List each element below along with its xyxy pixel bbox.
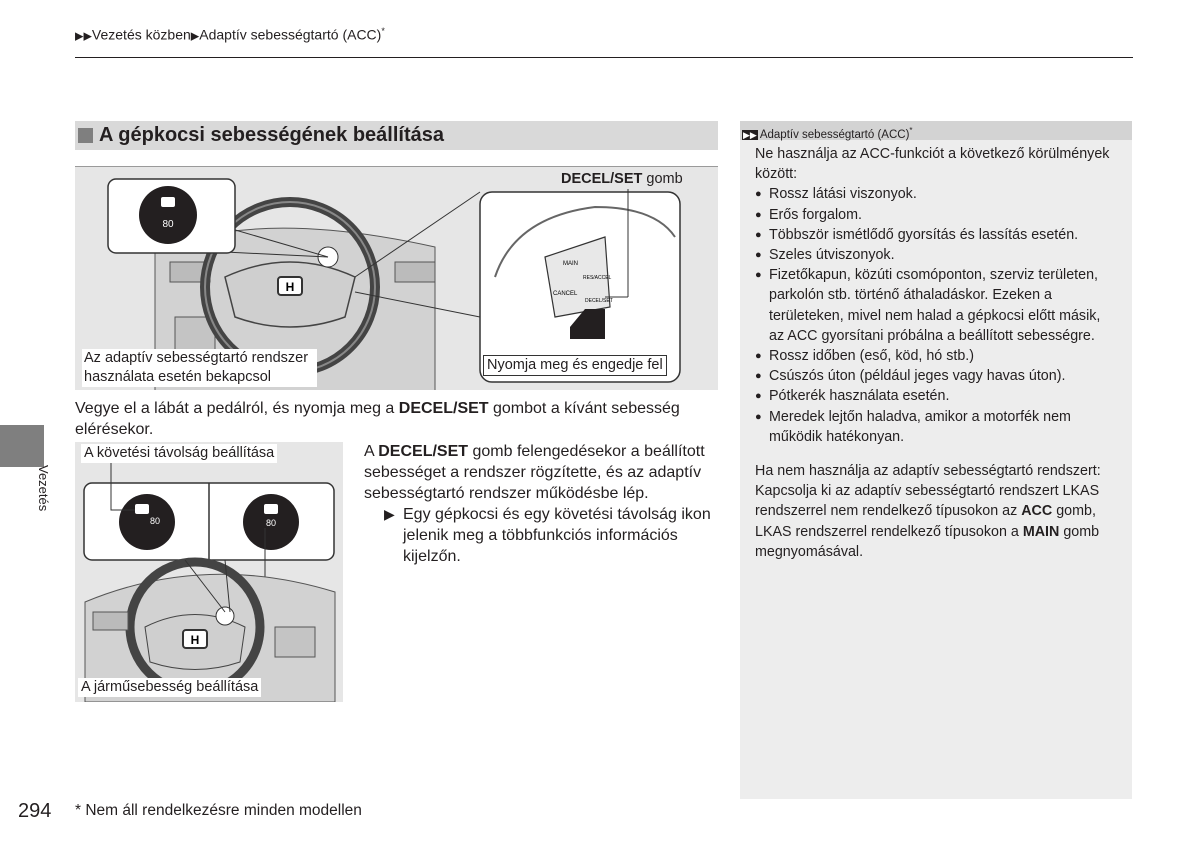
btn-main-label: MAIN [563,261,578,267]
notes-para-line1: Ha nem használja az adaptív sebességtartó rendszert: [755,463,1101,480]
result-paragraph [364,441,724,567]
arrow-icon: ▶ [384,506,395,522]
notes-para4-after: gomb [1059,523,1100,540]
notes-para-line5: megnyomásával. [755,543,864,560]
notes-header-title: Adaptív sebességtartó (ACC) [759,128,910,141]
double-arrow-icon: ▶▶ [75,30,92,43]
notes-para-line4 [755,522,1118,542]
notes-intro-line2: között: [755,166,798,183]
notes-para4-text: LKAS rendszerrel rendelkező típusokon a [755,523,1023,540]
display-illustration [75,442,343,702]
notes-para3-text: rendszerrel nem rendelkező típusokon az [755,503,1022,520]
list-item: ● Csúszós úton (például jeges vagy havas úton). [755,366,1118,386]
list-item: ● Pótkerék használata esetén. [755,386,1118,406]
list-item: ● Fizetőkapun, közúti csomóponton, szerviz területen, parkolón stb. történő áthaladáskor. Ezeken a területeken, mivel nem halad a gépkocsi előtt másik, az ACC gyorsítani próbálna a beállított sebességre. [755,265,1118,346]
press-release-callout: Nyomja meg és engedje fel [483,355,667,376]
chapter-label: Vezetés [36,465,51,512]
breadcrumb [75,26,385,43]
sub-line1: Egy gépkocsi és egy követési távolság ikon [403,506,711,523]
reference-icon: ▶▶ [743,129,757,140]
notes-header-star: * [909,126,913,135]
speed-display-speed: 80 [265,518,277,528]
list-item: ● Többször ismétlődő gyorsítás és lassítás esetén. [755,225,1118,245]
para2-text-after: gomb felengedésekor a beállított [468,443,705,460]
notes-para-line3 [755,501,1118,521]
section-title: A gépkocsi sebességének beállítása [99,124,444,146]
display-speed: 80 [162,219,174,230]
para1-text-after: gombot a kívánt sebesség [488,400,680,417]
conditions-list [755,184,1118,447]
sub-line2: jelenik meg a többfunkciós információs [403,527,678,544]
btn-res-label: RES/ACCEL [583,275,612,281]
decel-set-suffix: gomb [642,171,683,187]
chapter-tab[interactable] [0,425,44,467]
svg-text:H: H [285,280,295,294]
acc-button-name: ACC [1021,503,1053,520]
acc-on-line1: Az adaptív sebességtartó rendszer [84,350,309,366]
display-drawing [75,442,343,702]
following-display-speed: 80 [149,516,161,526]
notes-intro-line1: Ne használja az ACC-funkciót a következő körülmények [755,146,1110,162]
sub-line3: kijelzőn. [403,548,461,565]
footnote: * Nem áll rendelkezésre minden modellen [75,802,362,819]
notes-para-line2: Kapcsolja ki az adaptív sebességtartó rendszert LKAS [755,483,1100,500]
following-distance-label: A követési távolság beállítása [81,444,277,463]
page-number: 294 [18,800,52,822]
decel-set-callout [561,170,683,189]
list-item: ● Erős forgalom. [755,205,1118,225]
decel-set-name: DECEL/SET [561,171,643,187]
para1-text: Vegye el a lábát a pedálról, és nyomja meg a [75,400,399,417]
para1-button-name: DECEL/SET [398,400,489,417]
acc-on-callout [82,349,317,387]
main-button-name: MAIN [1022,523,1060,540]
square-icon [78,128,93,143]
acc-on-line2: használata esetén bekapcsol [84,369,272,385]
top-rule [75,57,1133,58]
list-item: ● Rossz időben (eső, köd, hó stb.) [755,346,1118,366]
breadcrumb-item-acc[interactable]: Adaptív sebességtartó (ACC) [199,26,382,43]
notes-header [740,121,1132,140]
notes-body [740,140,1132,562]
svg-text:H: H [190,633,200,647]
instruction-paragraph [75,398,680,440]
para2-button-name: DECEL/SET [378,443,469,460]
notes-para3-after: gomb, [1052,503,1096,520]
arrow-icon: ▶ [190,30,200,43]
para2-line2: sebességet a rendszer rögzítette, és az adaptív [364,464,702,481]
vehicle-speed-label: A járműsebesség beállítása [78,678,261,697]
steering-wheel-illustration [75,166,718,390]
breadcrumb-item-driving[interactable]: Vezetés közben [91,26,191,43]
breadcrumb-star: * [381,26,385,36]
section-heading [75,121,718,150]
para1-line2: elérésekor. [75,421,154,438]
list-item: ● Szeles útviszonyok. [755,245,1118,265]
btn-decel-label: DECEL/SET [585,298,613,304]
btn-cancel-label: CANCEL [553,291,578,297]
list-item: ● Meredek lejtőn haladva, amikor a motorfék nem működik hatékonyan. [755,407,1118,447]
list-item: ● Rossz látási viszonyok. [755,184,1118,204]
para2-text: A [364,443,379,460]
para2-line3: sebességtartó rendszer működésbe lép. [364,485,649,502]
notes-panel [740,121,1132,799]
sub-point [364,504,724,567]
